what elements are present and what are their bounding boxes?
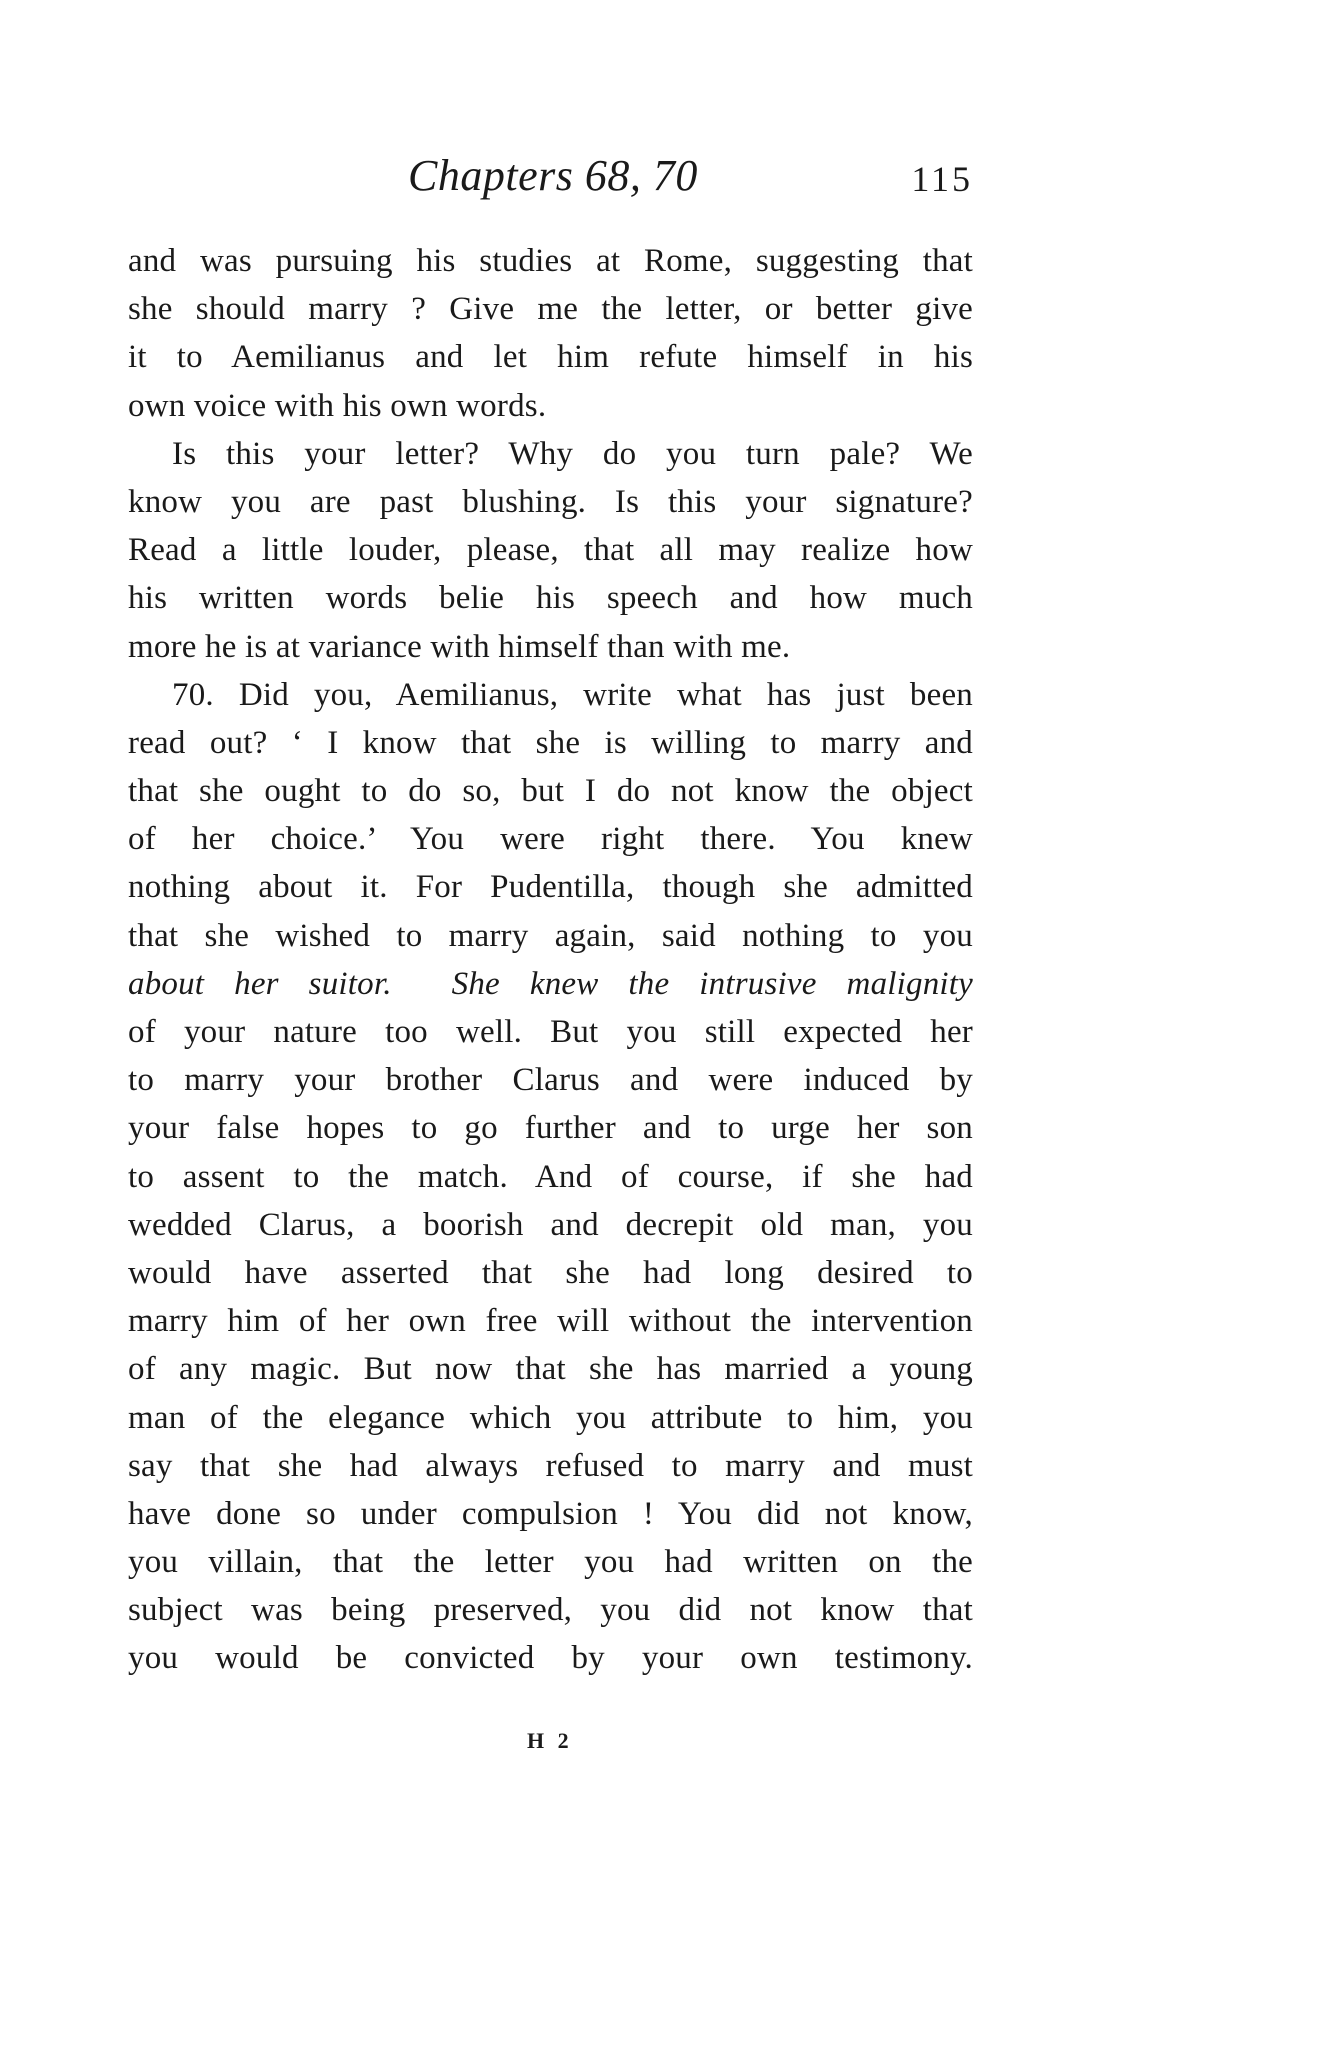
- text-line: Read a little louder, please, that all may realize how: [128, 532, 973, 569]
- text-line: more he is at variance with himself than with me.: [128, 628, 791, 665]
- text-line: she should marry ? Give me the letter, or better give: [128, 291, 973, 328]
- text-line: his written words belie his speech and how much: [128, 580, 973, 617]
- text-line: know you are past blushing. Is this your signature?: [128, 483, 973, 520]
- text-line: Is this your letter? Why do you turn pale? We: [172, 435, 973, 472]
- text-line-with-italics: [128, 960, 973, 1008]
- text-line: to marry your brother Clarus and were induced by: [128, 1062, 973, 1099]
- text-line: 70. Did you, Aemilianus, write what has just been: [172, 676, 973, 713]
- text-line: and was pursuing his studies at Rome, suggesting that: [128, 243, 973, 279]
- body-text: [128, 237, 973, 1683]
- text-line: nothing about it. For Pudentilla, though she admitted: [128, 869, 973, 906]
- text-line: subject was being preserved, you did not know that: [128, 1592, 973, 1629]
- text-line: to assent to the match. And of course, if she had: [128, 1158, 973, 1195]
- running-title: Chapters 68, 70: [408, 151, 698, 200]
- page-number: 115: [911, 159, 973, 199]
- text-line: wedded Clarus, a boorish and decrepit old man, you: [128, 1206, 973, 1243]
- text-line: your false hopes to go further and to urge her son: [128, 1110, 973, 1147]
- text-line: marry him of her own free will without the intervention: [128, 1303, 973, 1340]
- text-line: you villain, that the letter you had written on the: [128, 1544, 973, 1581]
- text-line: have done so under compulsion ! You did not know,: [128, 1495, 973, 1532]
- text-line: that she wished to marry again, said nothing to you: [128, 917, 973, 954]
- text-line: read out? ‘ I know that she is willing to marry and: [128, 724, 973, 761]
- italic-phrase: She knew the intrusive malignity: [451, 965, 973, 1002]
- italic-phrase: about her suitor.: [128, 965, 392, 1002]
- text-line: that she ought to do so, but I do not know the object: [128, 773, 973, 810]
- text-line: would have asserted that she had long desired to: [128, 1254, 973, 1291]
- text-line: of her choice.’ You were right there. You knew: [128, 821, 973, 858]
- text-line: of any magic. But now that she has married a young: [128, 1351, 973, 1388]
- text-line: own voice with his own words.: [128, 387, 547, 424]
- text-line: you would be convicted by your own testimony.: [128, 1640, 973, 1677]
- signature-mark: H 2: [527, 1728, 573, 1753]
- text-line: say that she had always refused to marry and must: [128, 1447, 973, 1484]
- text-line: it to Aemilianus and let him refute himself in his: [128, 339, 973, 376]
- text-line: man of the elegance which you attribute to him, you: [128, 1399, 973, 1436]
- text-line: of your nature too well. But you still expected her: [128, 1014, 973, 1050]
- page-header: [130, 150, 975, 210]
